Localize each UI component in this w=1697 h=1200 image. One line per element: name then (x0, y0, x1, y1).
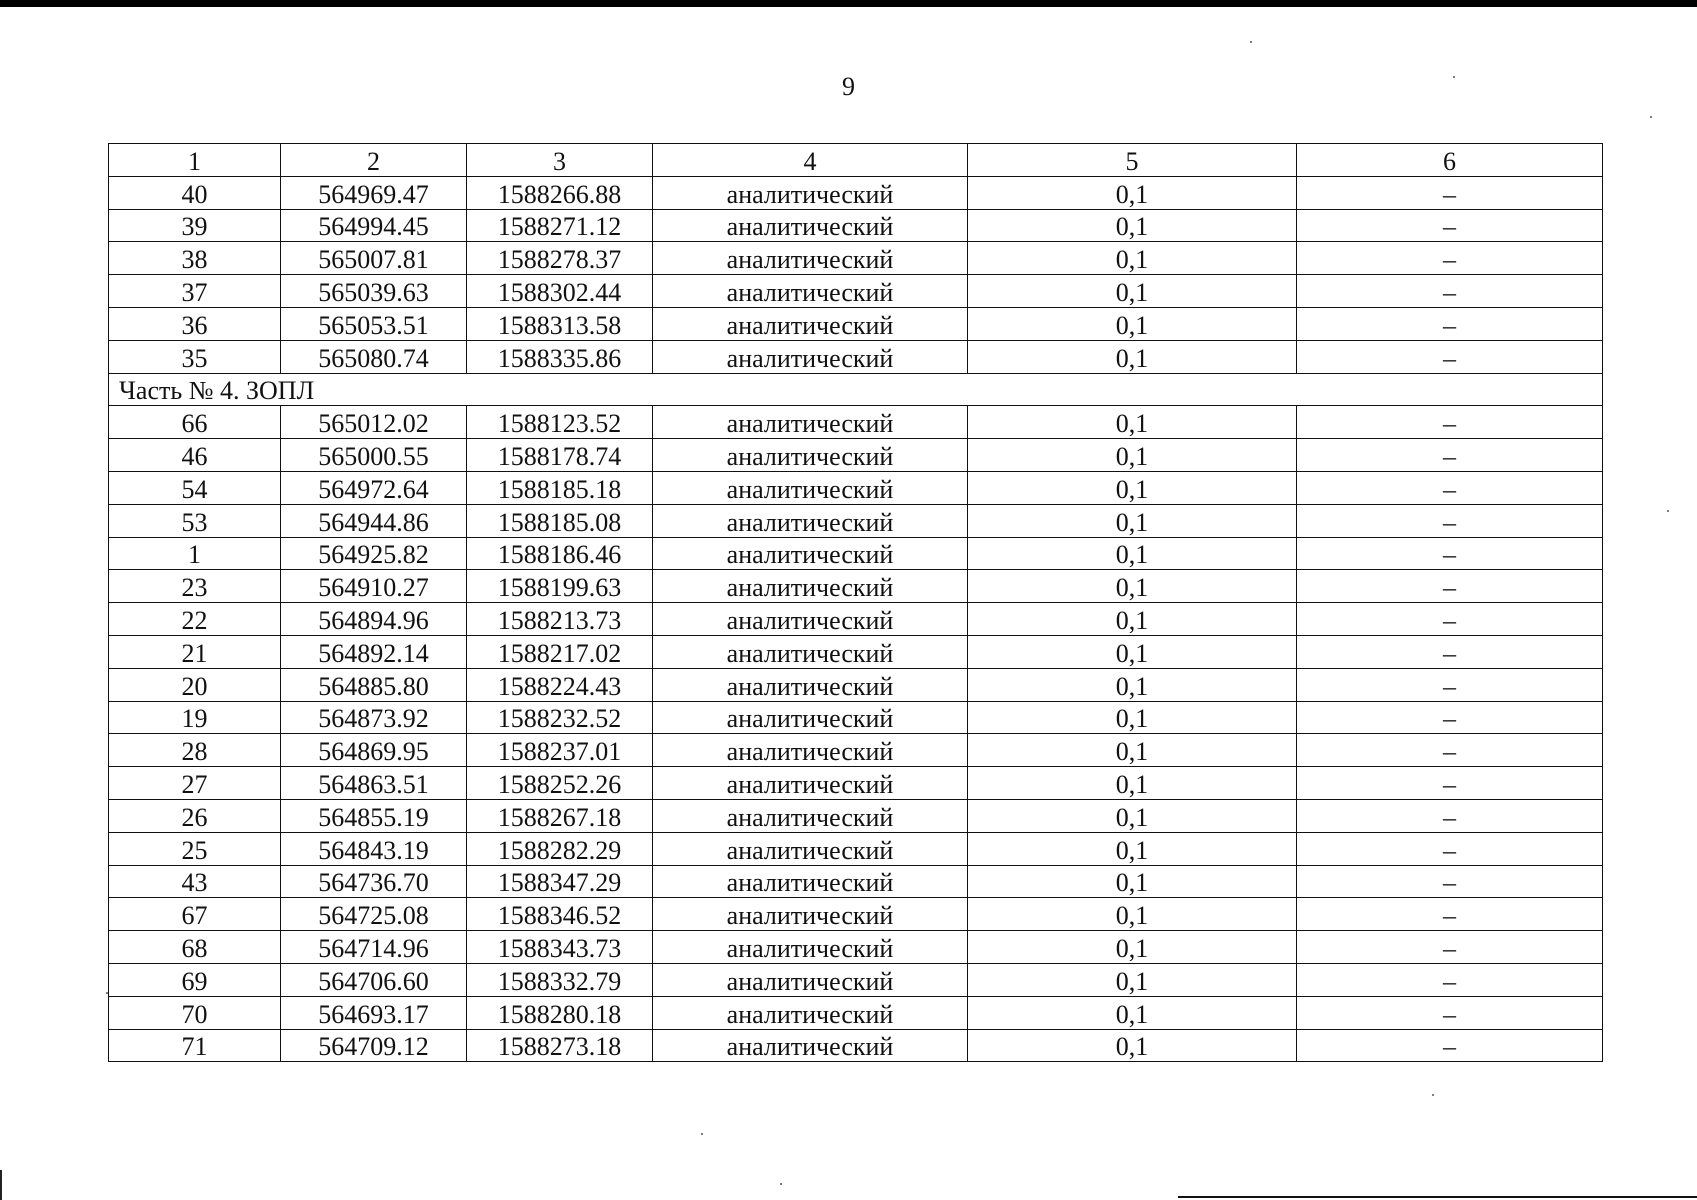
table-cell: аналитический (653, 832, 968, 865)
table-cell: 1588302.44 (467, 275, 653, 308)
table-cell: 1588185.08 (467, 504, 653, 537)
table-cell: 1588273.18 (467, 1029, 653, 1062)
table-cell: аналитический (653, 603, 968, 636)
table-cell: – (1297, 865, 1603, 898)
section-row (109, 373, 1603, 406)
table-cell: 565080.74 (281, 340, 467, 373)
coordinates-table (108, 143, 1603, 1062)
table-row (109, 537, 1603, 570)
scan-speck (1432, 1094, 1434, 1096)
table-cell: 564969.47 (281, 176, 467, 209)
table-cell: аналитический (653, 537, 968, 570)
table-cell: 1588178.74 (467, 439, 653, 472)
table-cell: 69 (109, 963, 281, 996)
table-cell: 0,1 (968, 275, 1297, 308)
table-cell: 19 (109, 701, 281, 734)
table-cell: 0,1 (968, 603, 1297, 636)
table-cell: 565053.51 (281, 307, 467, 340)
table-cell: 0,1 (968, 439, 1297, 472)
table-cell: 1588332.79 (467, 963, 653, 996)
table-cell: 1588346.52 (467, 898, 653, 931)
table-cell: 39 (109, 209, 281, 242)
table-cell: 564925.82 (281, 537, 467, 570)
table-cell: – (1297, 635, 1603, 668)
table-row (109, 603, 1603, 636)
table-cell: 1588199.63 (467, 570, 653, 603)
table-cell: 53 (109, 504, 281, 537)
table-cell: 564736.70 (281, 865, 467, 898)
table-cell: – (1297, 603, 1603, 636)
table-cell: – (1297, 931, 1603, 964)
table-row (109, 1029, 1603, 1062)
scan-speck (701, 1133, 703, 1135)
table-cell: аналитический (653, 996, 968, 1029)
table-cell: 25 (109, 832, 281, 865)
table-cell: – (1297, 307, 1603, 340)
table-cell: 35 (109, 340, 281, 373)
table-cell: 0,1 (968, 570, 1297, 603)
scan-border-bottom (1178, 1196, 1697, 1198)
table-row (109, 570, 1603, 603)
table-cell: аналитический (653, 406, 968, 439)
table-cell: 564873.92 (281, 701, 467, 734)
table-cell: 0,1 (968, 504, 1297, 537)
table-cell: аналитический (653, 799, 968, 832)
table-cell: 564706.60 (281, 963, 467, 996)
table-cell: 0,1 (968, 209, 1297, 242)
table-cell: 0,1 (968, 799, 1297, 832)
table-cell: 564709.12 (281, 1029, 467, 1062)
table-cell: 1588267.18 (467, 799, 653, 832)
table-cell: – (1297, 734, 1603, 767)
table-row (109, 668, 1603, 701)
table-cell: – (1297, 996, 1603, 1029)
table-cell: 564843.19 (281, 832, 467, 865)
header-cell: 1 (109, 144, 281, 177)
table-cell: 1588213.73 (467, 603, 653, 636)
table-cell: 0,1 (968, 471, 1297, 504)
table-cell: – (1297, 799, 1603, 832)
table-body (109, 144, 1603, 1062)
table-cell: аналитический (653, 635, 968, 668)
header-cell: 5 (968, 144, 1297, 177)
table-row (109, 799, 1603, 832)
scan-speck (1250, 41, 1252, 43)
table-cell: 0,1 (968, 734, 1297, 767)
table-cell: 0,1 (968, 176, 1297, 209)
table-cell: аналитический (653, 963, 968, 996)
table-row (109, 865, 1603, 898)
table-cell: – (1297, 406, 1603, 439)
table-cell: – (1297, 439, 1603, 472)
table-cell: 564863.51 (281, 767, 467, 800)
table-cell: 564892.14 (281, 635, 467, 668)
table-cell: 28 (109, 734, 281, 767)
table-cell: 46 (109, 439, 281, 472)
table-cell: 564910.27 (281, 570, 467, 603)
table-row (109, 406, 1603, 439)
table-cell: 565012.02 (281, 406, 467, 439)
table-cell: аналитический (653, 340, 968, 373)
table-cell: аналитический (653, 865, 968, 898)
table-row (109, 701, 1603, 734)
table-cell: – (1297, 1029, 1603, 1062)
table-cell: 20 (109, 668, 281, 701)
table-cell: 1588224.43 (467, 668, 653, 701)
table-cell: 564894.96 (281, 603, 467, 636)
table-cell: 1588237.01 (467, 734, 653, 767)
table-cell: аналитический (653, 1029, 968, 1062)
table-cell: 1588313.58 (467, 307, 653, 340)
table-cell: 0,1 (968, 340, 1297, 373)
table-row (109, 242, 1603, 275)
table-row (109, 635, 1603, 668)
table-cell: 564693.17 (281, 996, 467, 1029)
table-cell: 40 (109, 176, 281, 209)
table-cell: – (1297, 176, 1603, 209)
scan-speck (780, 1183, 782, 1185)
table-cell: 0,1 (968, 898, 1297, 931)
table-row (109, 209, 1603, 242)
table-cell: – (1297, 767, 1603, 800)
table-cell: 0,1 (968, 668, 1297, 701)
table-cell: аналитический (653, 307, 968, 340)
table-cell: 0,1 (968, 996, 1297, 1029)
table-cell: 564944.86 (281, 504, 467, 537)
table-cell: 0,1 (968, 832, 1297, 865)
table-cell: – (1297, 963, 1603, 996)
table-cell: аналитический (653, 242, 968, 275)
table-cell: – (1297, 701, 1603, 734)
table-cell: 0,1 (968, 767, 1297, 800)
table-cell: аналитический (653, 898, 968, 931)
table-cell: 23 (109, 570, 281, 603)
table-cell: 1588123.52 (467, 406, 653, 439)
header-cell: 6 (1297, 144, 1603, 177)
table-cell: 1588266.88 (467, 176, 653, 209)
table-cell: – (1297, 209, 1603, 242)
table-cell: аналитический (653, 471, 968, 504)
table-cell: 1588217.02 (467, 635, 653, 668)
table-cell: 1588335.86 (467, 340, 653, 373)
table-cell: 54 (109, 471, 281, 504)
table-cell: 36 (109, 307, 281, 340)
table-cell: 70 (109, 996, 281, 1029)
table-cell: 0,1 (968, 1029, 1297, 1062)
table-cell: аналитический (653, 209, 968, 242)
table-cell: – (1297, 668, 1603, 701)
table-cell: аналитический (653, 931, 968, 964)
table-cell: 0,1 (968, 963, 1297, 996)
table-row (109, 996, 1603, 1029)
table-cell: 0,1 (968, 537, 1297, 570)
table-row (109, 439, 1603, 472)
table-cell: 0,1 (968, 242, 1297, 275)
table-cell: – (1297, 242, 1603, 275)
table-row (109, 734, 1603, 767)
table-cell: 27 (109, 767, 281, 800)
table-cell: аналитический (653, 734, 968, 767)
table-cell: аналитический (653, 668, 968, 701)
table-cell: 1588280.18 (467, 996, 653, 1029)
table-cell: 21 (109, 635, 281, 668)
page-number: 9 (842, 72, 855, 101)
table-cell: – (1297, 832, 1603, 865)
table-cell: аналитический (653, 701, 968, 734)
scan-speck (1667, 510, 1669, 512)
table-cell: 1588278.37 (467, 242, 653, 275)
section-title: Часть № 4. ЗОПЛ (109, 373, 1603, 406)
table-cell: аналитический (653, 504, 968, 537)
table-cell: 0,1 (968, 635, 1297, 668)
table-cell: 564994.45 (281, 209, 467, 242)
table-row (109, 767, 1603, 800)
table-cell: аналитический (653, 176, 968, 209)
table-row (109, 898, 1603, 931)
table-row (109, 471, 1603, 504)
table-row (109, 307, 1603, 340)
table-cell: аналитический (653, 275, 968, 308)
table-cell: 26 (109, 799, 281, 832)
table-cell: 0,1 (968, 865, 1297, 898)
table-cell: 565007.81 (281, 242, 467, 275)
table-cell: 1588271.12 (467, 209, 653, 242)
table-cell: 68 (109, 931, 281, 964)
table-row (109, 504, 1603, 537)
table-cell: – (1297, 471, 1603, 504)
table-row (109, 340, 1603, 373)
table-cell: – (1297, 340, 1603, 373)
table-cell: 0,1 (968, 406, 1297, 439)
table-cell: 1588343.73 (467, 931, 653, 964)
table-cell: 66 (109, 406, 281, 439)
table-cell: 1588232.52 (467, 701, 653, 734)
table-cell: 564972.64 (281, 471, 467, 504)
table-cell: 565039.63 (281, 275, 467, 308)
table-cell: 37 (109, 275, 281, 308)
table-row (109, 931, 1603, 964)
table-row (109, 275, 1603, 308)
table-cell: 564725.08 (281, 898, 467, 931)
table-header-row (109, 144, 1603, 177)
table-cell: 38 (109, 242, 281, 275)
table-cell: 564869.95 (281, 734, 467, 767)
table-cell: 71 (109, 1029, 281, 1062)
scan-border-left (0, 1170, 2, 1200)
table-cell: 0,1 (968, 701, 1297, 734)
table-cell: аналитический (653, 570, 968, 603)
table-cell: – (1297, 537, 1603, 570)
scan-border-top (0, 0, 1697, 7)
table-cell: 22 (109, 603, 281, 636)
table-row (109, 963, 1603, 996)
header-cell: 2 (281, 144, 467, 177)
table-cell: 67 (109, 898, 281, 931)
table-cell: – (1297, 898, 1603, 931)
table-cell: 1 (109, 537, 281, 570)
table-cell: 0,1 (968, 931, 1297, 964)
table-cell: 564885.80 (281, 668, 467, 701)
header-cell: 3 (467, 144, 653, 177)
table-cell: – (1297, 504, 1603, 537)
header-cell: 4 (653, 144, 968, 177)
table-cell: аналитический (653, 767, 968, 800)
table-cell: 564855.19 (281, 799, 467, 832)
table-cell: 1588347.29 (467, 865, 653, 898)
table-cell: 43 (109, 865, 281, 898)
table-cell: 1588252.26 (467, 767, 653, 800)
table-cell: 1588282.29 (467, 832, 653, 865)
table-cell: аналитический (653, 439, 968, 472)
table-cell: 564714.96 (281, 931, 467, 964)
table-cell: 1588186.46 (467, 537, 653, 570)
table-cell: 1588185.18 (467, 471, 653, 504)
table-row (109, 176, 1603, 209)
table-cell: – (1297, 570, 1603, 603)
scan-speck (1650, 116, 1652, 118)
table-cell: 565000.55 (281, 439, 467, 472)
table-cell: 0,1 (968, 307, 1297, 340)
table-row (109, 832, 1603, 865)
table-cell: – (1297, 275, 1603, 308)
